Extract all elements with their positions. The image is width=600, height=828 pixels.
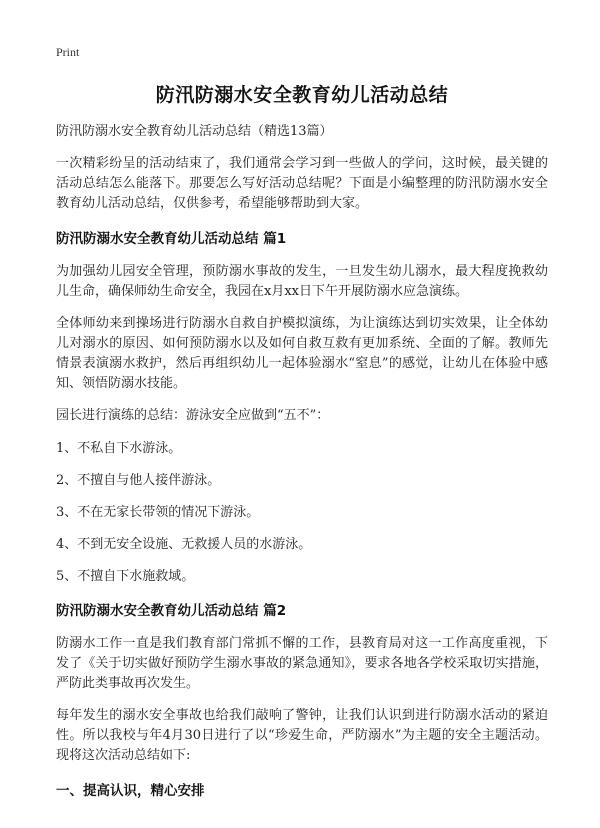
section-1-paragraph-2: 全体师幼来到操场进行防溺水自救自护模拟演练，为让演练达到切实效果，让全体幼儿对溺水的原因、如何预防溺水以及如何自救互救有更加系统、全面的了解。教师先情景表演溺水救护，然后再组织幼儿一起体验溺水“窒息”的感觉，让幼儿在体验中感知、领悟防溺水技能。 — [56, 316, 548, 391]
document-title: 防汛防溺水安全教育幼儿活动总结 — [155, 84, 449, 106]
list-item: 3、不在无家长带领的情况下游泳。 — [56, 505, 260, 520]
section-heading-1: 防汛防溺水安全教育幼儿活动总结 篇1 — [56, 231, 287, 247]
section-2-paragraph-2: 每年发生的溺水安全事故也给我们敲响了警钟，让我们认识到进行防溺水活动的紧迫性。所以我校与年4月30日进行了以“珍爱生命，严防溺水”为主题的安全主题活动。现将这次活动总结如下: — [56, 708, 548, 763]
intro-paragraph: 一次精彩纷呈的活动结束了，我们通常会学习到一些做人的学问，这时候，最关键的活动总结怎么能落下。那要怎么写好活动总结呢？下面是小编整理的防汛防溺水安全教育幼儿活动总结，仅供参考，希望能够帮助到大家。 — [56, 156, 548, 211]
document-subtitle: 防汛防溺水安全教育幼儿活动总结（精选13篇） — [56, 124, 333, 139]
section-2-paragraph-1: 防溺水工作一直是我们教育部门常抓不懈的工作，县教育局对这一工作高度重视，下发了《关于切实做好预防学生溺水事故的紧急通知》，要求各地各学校采取切实措施，严防此类事故再次发生。 — [56, 636, 548, 691]
list-item: 4、不到无安全设施、无救援人员的水游泳。 — [56, 537, 312, 552]
list-item: 2、不擅自与他人接伴游泳。 — [56, 473, 221, 488]
sub-heading: 一、提高认识，精心安排 — [56, 783, 205, 799]
section-1-paragraph-1: 为加强幼儿园安全管理，预防溺水事故的发生，一旦发生幼儿溺水，最大程度挽救幼儿生命，确保师幼生命安全，我园在x月xx日下午开展防溺水应急演练。 — [56, 264, 548, 299]
list-item: 1、不私自下水游泳。 — [56, 441, 182, 456]
list-item: 5、不擅自下水施救域。 — [56, 569, 195, 584]
section-1-paragraph-3: 园长进行演练的总结：游泳安全应做到“五不”： — [56, 408, 330, 423]
print-label: Print — [56, 45, 80, 59]
section-heading-2: 防汛防溺水安全教育幼儿活动总结 篇2 — [56, 603, 287, 619]
